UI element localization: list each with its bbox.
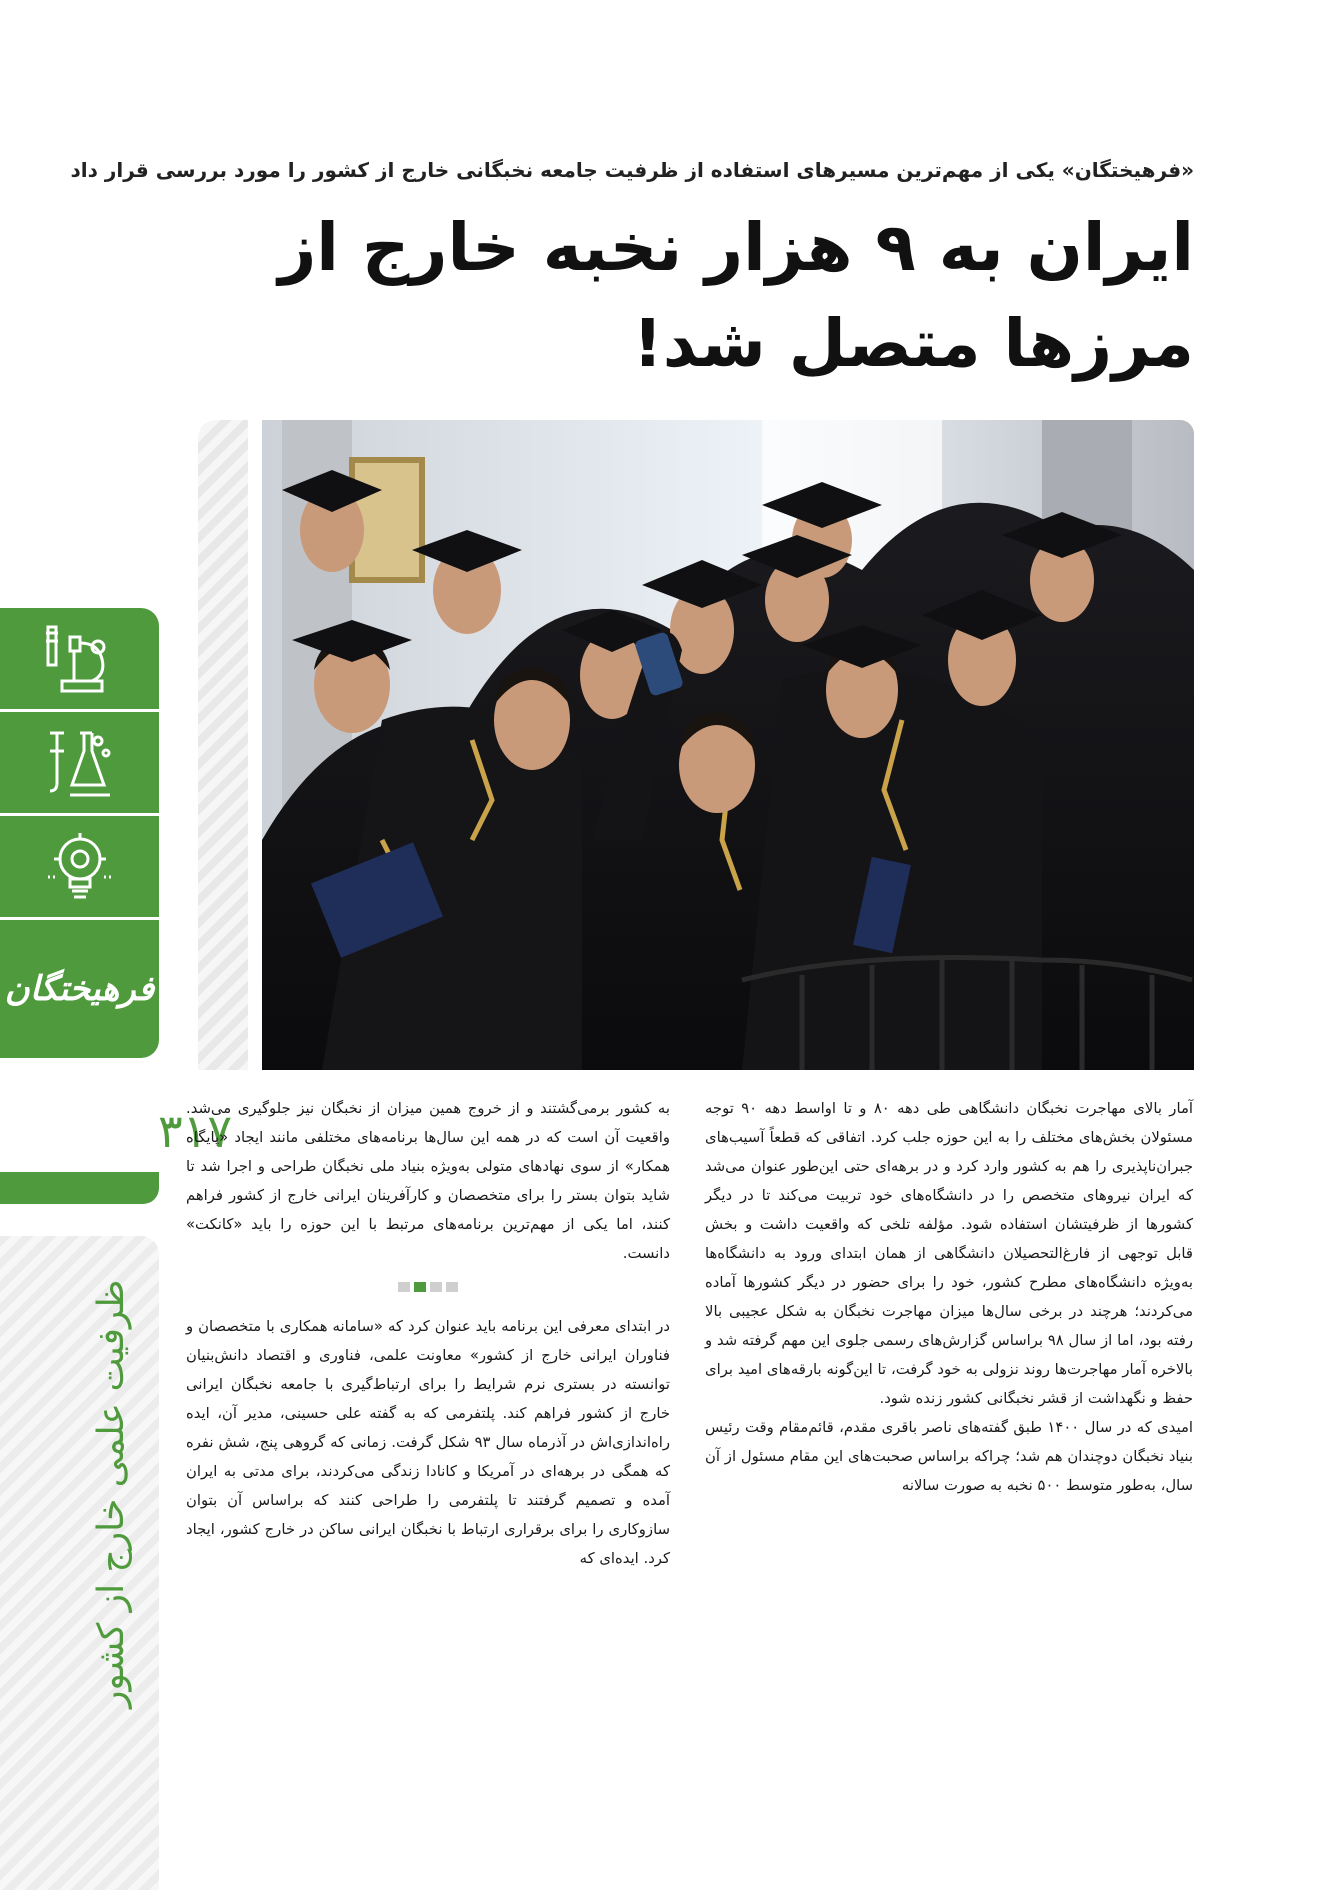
section-separator <box>186 1282 670 1292</box>
paragraph: امیدی که در سال ۱۴۰۰ طبق گفته‌های ناصر باقری مقدم، قائم‌مقام وقت رئیس بنیاد نخبگان دوچندان هم شد؛ چراکه براساس صحبت‌های این مقام مسئول از آن سال، به‌طور متوسط ۵۰۰ نخبه به صورت سالانه <box>705 1419 1193 1494</box>
separator-dot <box>446 1282 458 1292</box>
photo-decor-strip <box>198 420 248 1070</box>
tab-cell-lab <box>0 712 159 816</box>
paragraph: آمار بالای مهاجرت نخبگان دانشگاهی طی دهه ۸۰ و تا اواسط دهه ۹۰ توجه مسئولان بخش‌های مختلف را به این حوزه جلب کرد. اتفاقی که قطعاً آسیب‌های جبران‌ناپذیری را هم به کشور وارد کرد و در برهه‌ای حتی این‌طور عنوان می‌شد که ایران نیروهای متخصص را در دانشگاه‌های خود تربیت می‌کند تا در دیگر کشورها از ظرفیتشان استفاده شود. مؤلفه تلخی که واقعیت داشت و بخش قابل توجهی از فارغ‌التحصیلان دانشگاهی از همان ابتدای ورود به دانشگاه‌ها به‌ویژه دانشگاه‌های مطرح کشور، خود را برای حضور در دیگر کشورها آماده می‌کردند؛ هرچند در برخی سال‌ها میزان مهاجرت نخبگان به شکل عجیبی بالا رفته بود، اما از سال ۹۸ براساس گزارش‌های رسمی جلوی این مهم گرفته شد و بالاخره آمار مهاجرت‌ها روند نزولی به خود گرفت، تا این‌گونه بارقه‌های امید برای حفظ و نگهداشت از قشر نخبگانی کشور زنده شود. <box>705 1100 1193 1407</box>
lab-flask-icon <box>40 723 120 803</box>
page-number: ۳۱۷ <box>157 1104 233 1158</box>
tab-cell-science <box>0 608 159 712</box>
separator-dot <box>398 1282 410 1292</box>
section-caption: ظرفیت علمی خارج از کشور <box>91 1280 132 1709</box>
page-number-bar <box>0 1172 159 1204</box>
separator-dot-active <box>414 1282 426 1292</box>
supertitle: «فرهیختگان» یکی از مهم‌ترین مسیرهای استفاده از ظرفیت جامعه نخبگانی خارج از کشور را مورد بررسی قرار داد <box>70 158 1194 182</box>
graduates-selfie-photo <box>262 420 1194 1070</box>
separator-dot <box>430 1282 442 1292</box>
microscope-icon <box>40 619 120 699</box>
tab-cell-logo <box>0 920 159 1058</box>
headline: ایران به ۹ هزار نخبه خارج از مرزها متصل شد! <box>278 209 1194 382</box>
brand-logo: فرهیختگان <box>4 969 155 1009</box>
article-column-left <box>186 1094 670 1573</box>
lightbulb-gear-icon <box>40 827 120 907</box>
article-column-right <box>705 1094 1193 1500</box>
paragraph: به کشور برمی‌گشتند و از خروج همین میزان از نخبگان نیز جلوگیری می‌شد. واقعیت آن است که در همه این سال‌ها برنامه‌های مختلفی مانند ایجاد «پایگاه همکار» از سوی نهادهای متولی به‌ویژه بنیاد ملی نخبگان طراحی و اجرا شد تا شاید بتوان بستر را برای متخصصان و کارآفرینان ایرانی خارج از کشور فراهم کنند، اما یکی از مهم‌ترین برنامه‌های مرتبط با این حوزه را باید «کانکت» دانست. <box>186 1100 670 1262</box>
section-tab <box>0 608 159 1058</box>
tab-cell-idea <box>0 816 159 920</box>
paragraph: در ابتدای معرفی این برنامه باید عنوان کرد که «سامانه همکاری با متخصصان و فناوران ایرانی خارج از کشور» معاونت علمی، فناوری و اقتصاد دانش‌بنیان توانسته در بستری نرم شرایط را برای ارتباط‌گیری با جامعه نخبگان ایرانی خارج از کشور فراهم کند. پلتفرمی که به گفته علی حسینی، مدیر آن، ایده راه‌اندازی‌اش در آذرماه سال ۹۳ شکل گرفت. زمانی که گروهی پنج، شش نفره که همگی در برهه‌ای در آمریکا و کانادا زندگی می‌کردند، برای مدتی به ایران آمده و تصمیم گرفتند تا پلتفرمی را طراحی کنند که براساس آن بتوان سازوکاری را برای برقراری ارتباط با نخبگان ایرانی ساکن در خارج کشور، ایجاد کرد. ایده‌ای که <box>186 1318 670 1567</box>
